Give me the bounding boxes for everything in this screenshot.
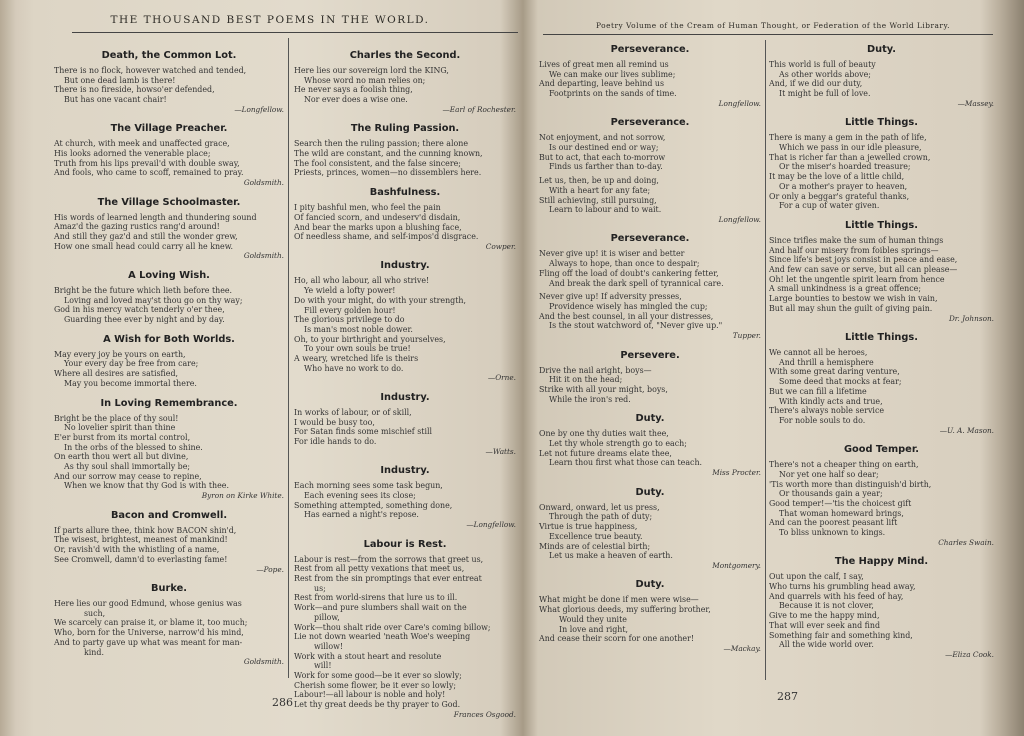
poem-line: His words of learned length and thundering sound [54,212,257,222]
poem-line: Fill every golden hour! [304,305,396,315]
poem-line: Nor ever does a wise one. [304,95,408,105]
poem-line: There is many a gem in the path of life, [769,133,927,143]
poem [769,220,994,323]
poem-line: Finds us farther than to-day. [549,162,663,172]
poem-line: Bright be the place of thy soul! [54,413,179,423]
poem-title: Persevere. [620,349,680,361]
poem-line: For idle hands to do. [294,437,377,447]
poem-line: If parts allure thee, think how BACON shin'd, [54,525,237,535]
poem [769,444,994,547]
poem-title: The Village Schoolmaster. [97,196,241,208]
poem-column-left [54,50,284,690]
poem-attribution: Frances Osgood. [453,709,516,719]
poem-line: Onward, onward, let us press, [539,502,660,512]
poem-line: Or the miser's hoarded treasure; [779,162,911,172]
poem-attribution: —Earl of Rochester. [442,104,516,114]
poem-line: kind. [84,647,104,657]
poem-title: Bacon and Cromwell. [110,509,228,521]
poem-line: Providence wisely has mingled the cup; [549,301,708,311]
poem-title: Death, the Common Lot. [101,50,237,61]
poem-line: Your every day be free from care; [64,359,199,369]
poem-line: God in his mercy watch tenderly o'er thee, [54,305,225,315]
poem-attribution: Cowper. [485,241,516,251]
poem-line: Through the path of duty; [549,512,653,522]
poem-line: Of fancied scorn, and undeserv'd disdain, [294,212,461,222]
poem-line: Or only a beggar's grateful thanks, [769,191,910,201]
poem-line: Out upon the calf, I say, [769,572,864,582]
poem-line: Footprints on the sands of time. [549,89,677,99]
poem-line: See Cromwell, damn'd to everlasting fame! [54,554,228,564]
poem-line: To your own souls be true! [304,344,411,354]
poem-line: But one dead lamb is there! [64,75,176,85]
poem-line: Is the stout watchword of, "Never give up." [549,321,723,331]
poem-line: Some deed that mocks at fear; [779,377,902,387]
poem-attribution: Goldsmith. [243,657,284,667]
poem-line: Loving and loved may'st thou go on thy way; [64,295,243,305]
poem-line: Give to me the happy mind, [769,611,880,621]
poem-line: The fool consistent, and the false sincere; [294,158,461,168]
poem [769,556,994,659]
poem [54,583,284,667]
poem-line: Let us make a heaven of earth. [549,551,673,561]
poem-line: Rest from the sin promptings that ever entreat [294,574,482,583]
poem-line: That is richer far than a jewelled crown, [769,152,931,162]
poem-line: But to act, that each to-morrow [539,152,666,162]
poem-title: A Loving Wish. [128,269,210,281]
running-header: THE THOUSAND BEST POEMS IN THE WORLD. [110,14,430,26]
poem-line: Since life's best joys consist in peace and ease, [769,255,958,265]
poem [539,117,761,224]
poem-line: And cease their scorn for one another! [539,634,695,644]
poem-line: Search then the ruling passion; there alone [294,139,469,149]
poem-line: For Satan finds some mischief still [294,427,433,437]
poem-attribution: Longfellow. [718,214,761,224]
poem-attribution: —Mackay. [723,643,761,653]
column-rule [765,40,766,680]
poem-title: Charles the Second. [349,50,461,61]
page-number: 286 [272,696,293,709]
poem-line: Let thy whole strength go to each; [549,439,687,449]
poem [54,334,284,389]
poem-title: Perseverance. [610,233,690,245]
page-number: 287 [777,690,798,703]
poem-attribution: Goldsmith. [243,178,284,188]
poem-line: Labour!—all labour is noble and holy! [294,690,446,700]
poem-line: I pity bashful men, who feel the pain [294,203,441,213]
poem-line: The wisest, brightest, meanest of mankind! [54,535,228,545]
poem-line: Excellence true beauty. [549,531,643,541]
poem-title: Industry. [380,391,430,403]
poem-attribution: Charles Swain. [938,537,994,547]
poem-line: But has one vacant chair! [64,95,167,105]
poem-line: Oh! let the ungentle spirit learn from hence [769,274,945,284]
poem-line: Large bounties to bestow we wish in vain, [769,294,938,304]
poem-line: Rest from world-sirens that lure us to ill. [294,593,458,603]
poem-line: It might be full of love. [779,89,871,99]
poem-line: And can the poorest peasant lift [769,518,898,528]
poem-title: Duty. [867,44,896,55]
poem-line: And our sorrow may cease to repine, [54,471,202,481]
poem-line: Never give up! it is wiser and better [539,249,685,259]
poem-line: us; [314,583,326,593]
poem-line: And quarrels with his feed of hay, [769,591,904,601]
poem-line: That woman homeward brings, [779,508,904,518]
poem-line: For a cup of water given. [779,201,880,211]
poem-attribution: Montgomery. [712,560,761,570]
poem-line: There is no flock, however watched and tended, [54,66,247,75]
poem-line: With some great daring venture, [769,367,900,377]
poem-line: Never give up! If adversity presses, [539,292,682,302]
poem-line: This world is full of beauty [769,60,876,69]
poem-line: Good temper!—'tis the choicest gift [769,499,912,508]
poem-line: Here lies our good Edmund, whose genius was [54,599,242,608]
poem-line: Each evening sees its close; [304,490,416,500]
poem-line: When we know that thy God is with thee. [64,481,229,491]
poem-title: Labour is Rest. [363,538,447,550]
poem-line: And to party gave up what was meant for man- [54,637,243,647]
poem-attribution: Dr. Johnson. [948,313,994,323]
poem [294,539,516,720]
poem [294,465,516,529]
poem-line: willow! [314,641,344,651]
poem-line: Ho, all who labour, all who strive! [294,276,430,286]
poem-line: With kindly acts and true, [779,396,883,406]
poem-line: Work with a stout heart and resolute [294,651,442,661]
right-page [525,0,1024,736]
poem-line: Is man's most noble dower. [304,324,413,334]
poem-line: such, [84,608,106,618]
poem [539,413,761,477]
poem-title: Duty. [635,579,665,591]
header-rule [72,32,518,33]
poem-line: Who have no work to do. [304,363,404,373]
poem [54,50,284,114]
poem-attribution: —Eliza Cook. [945,649,994,659]
poem-line: Each morning sees some task begun, [294,481,443,491]
poem-line: Cherish some flower, be it ever so lowly; [294,680,457,690]
poem-line: With a heart for any fate; [549,185,651,195]
poem-line: May every joy be yours on earth, [54,349,186,359]
poem-line: Has earned a night's repose. [304,510,419,520]
poem-line: Let not future dreams elate thee, [539,448,672,458]
poem-line: That will ever seek and find [769,620,881,630]
poem-attribution: —Orne. [487,373,516,383]
poem-line: A small unkindness is a great offence; [769,284,921,294]
poem-line: Something fair and something kind, [769,630,913,640]
poem-line: Is our destined end or way; [549,143,659,153]
poem-line: Let thy great deeds be thy prayer to God. [294,700,461,710]
poem-line: Of needless shame, and self-impos'd disgrace. [294,232,479,242]
poem-line: Work for some good—be it ever so slowly; [294,671,462,681]
poem-line: To bliss unknown to kings. [779,528,886,538]
poem-title: A Wish for Both Worlds. [103,333,235,345]
poem-line: As thy soul shall immortally be; [64,462,191,472]
poem-line: Not enjoyment, and not sorrow, [539,133,666,143]
poem-attribution: Miss Procter. [712,468,761,478]
poem-line: What might be done if men were wise— [539,595,699,605]
poem-line: Truth from his lips prevail'd with double sway, [54,158,240,168]
poem-line: pillow, [314,612,340,622]
poem [54,398,284,501]
poem-line: Which we pass in our idle pleasure, [779,143,922,153]
poem-line: Nor yet one half so dear; [779,469,879,479]
poem-line: There's always noble service [769,406,885,416]
header-rule [543,34,993,35]
poem-line: We scarcely can praise it, or blame it, too much; [54,618,248,628]
poem-title: Duty. [635,413,665,425]
poem [539,233,761,340]
poem-line: One by one thy duties wait thee, [539,429,669,439]
poem-attribution: —Longfellow. [466,520,516,530]
poem-line: And fools, who came to scoff, remained to pray. [54,168,244,178]
poem [769,117,994,211]
poem-title: Bashfulness. [369,187,441,199]
poem-line: Strike with all your might, boys, [539,384,668,394]
poem-attribution: Tupper. [732,331,761,341]
poem-line: Who turns his grumbling head away, [769,582,916,592]
poem-line: What glorious deeds, my suffering brother, [539,605,711,615]
poem-line: And still they gaz'd and still the wonder grew, [54,232,238,242]
poem-line: Hit it on the head; [549,375,623,385]
poem [294,392,516,456]
poem-line: Because it is not clover, [779,601,874,611]
poem-line: The glorious privilege to do [294,315,405,325]
poem-line: In love and right, [559,624,629,634]
poem-title: Industry. [380,465,430,477]
poem-attribution: Longfellow. [718,98,761,108]
poem [54,510,284,574]
poem-title: Duty. [635,486,665,498]
poem-line: Since trifles make the sum of human things [769,235,944,245]
poem-line: The wild are constant, and the cunning known, [294,149,483,159]
poem-title: Little Things. [845,117,918,129]
poem [769,44,994,108]
poem [539,579,761,653]
poem-line: Here lies our sovereign lord the KING, [294,66,449,75]
poem-line: A weary, wretched life is theirs [294,354,419,364]
poem-attribution: —Watts. [485,446,516,456]
poem-line: Virtue is true happiness, [539,522,638,532]
poem-column-right [769,44,994,694]
poem [539,350,761,405]
poem [539,44,761,108]
poem-line: Fling off the load of doubt's cankering fetter, [539,268,719,278]
poem-line: will! [314,661,332,671]
poem-line: There's not a cheaper thing on earth, [769,460,919,470]
poem-line: Do with your might, do with your strength, [294,295,466,305]
poem-line: Oh, to your birthright and yourselves, [294,334,446,344]
poem-line: And departing, leave behind us [539,79,665,89]
poem-line: Lie not down wearied 'neath Woe's weeping [294,632,471,642]
poem-line: May you become immortal there. [64,378,197,388]
poem-line: As other worlds above; [779,69,871,79]
poem-line: Rest from all petty vexations that meet us, [294,564,465,574]
poem-line: Or, ravish'd with the whistling of a name, [54,545,220,555]
poem-title: The Village Preacher. [110,123,228,135]
poem-line: We cannot all be heroes, [769,348,868,358]
poem-line: How one small head could carry all he knew. [54,241,234,251]
poem [294,260,516,383]
poem [294,50,516,114]
poem-column-left [539,44,761,694]
poem-title: Burke. [151,583,187,594]
poem-line: Lives of great men all remind us [539,60,669,69]
poem-line: Learn thou first what those can teach. [549,458,703,468]
poem-line: And break the dark spell of tyrannical care. [549,278,724,288]
poem [539,487,761,571]
poem-title: Little Things. [845,332,918,344]
poem-line: Still achieving, still pursuing, [539,195,657,205]
poem-line: No lovelier spirit than thine [64,423,176,433]
poem-line: In the orbs of the blessed to shine. [64,442,203,452]
poem-line: Or thousands gain a year; [779,489,883,499]
poem-line: Work—thou shalt ride over Care's coming billow; [294,622,491,632]
poem-line: Whose word no man relies on; [304,75,426,85]
poem-title: Perseverance. [610,117,690,129]
poem [54,197,284,261]
poem-line: It may be the love of a little child, [769,172,905,182]
poem-line: 'Tis worth more than distinguish'd birth, [769,479,932,489]
poem-line: And thrill a hemisphere [779,357,874,367]
poem [294,187,516,251]
poem-title: Perseverance. [610,44,690,55]
poem-line: Something attempted, something done, [294,500,453,510]
poem-line: And, if we did our duty, [769,79,863,89]
poem-title: Good Temper. [844,444,919,456]
poem-line: He never says a foolish thing, [294,85,413,95]
poem-attribution: —U. A. Mason. [939,425,994,435]
poem-line: And half our misery from foibles springs— [769,245,939,255]
poem-title: The Happy Mind. [834,556,929,568]
poem-line: I would be busy too, [294,417,375,427]
column-rule [288,38,289,678]
poem-line: Who, born for the Universe, narrow'd his mind, [54,628,244,638]
poem-line: Would they unite [559,614,627,624]
poem-title: The Ruling Passion. [350,123,460,135]
poem-line: All the wide world over. [779,640,874,650]
poem-line: Let us, then, be up and doing, [539,176,659,186]
poem-line: And the best counsel, in all your distresses, [539,311,714,321]
poem-line: Amaz'd the gazing rustics rang'd around! [54,222,220,232]
poem-line: We can make our lives sublime; [549,69,676,79]
poem-line: But we can fill a lifetime [769,386,867,396]
poem-line: His looks adorned the venerable place; [54,149,211,159]
poem [54,123,284,187]
poem-attribution: —Massey. [957,98,994,108]
poem-line: On earth thou wert all but divine, [54,452,189,462]
poem-line: And bear the marks upon a blushing face, [294,222,462,232]
poem-line: Work—and pure slumbers shall wait on the [294,603,467,613]
poem-attribution: Byron on Kirke White. [201,491,284,501]
poem-line: Or a mother's prayer to heaven, [779,181,908,191]
poem-line: Labour is rest—from the sorrows that greet us, [294,554,484,564]
poem-line: Always to hope, than once to despair; [549,259,700,269]
poem [294,123,516,178]
poem-attribution: Goldsmith. [243,251,284,261]
poem-line: Drive the nail aright, boys— [539,365,652,375]
poem-line: And few can save or serve, but all can please— [769,265,958,275]
poem-line: There is no fireside, howso'er defended, [54,85,215,95]
poem-line: Learn to labour and to wait. [549,205,662,215]
poem-line: At church, with meek and unaffected grace, [54,139,230,149]
poem-line: Guarding thee ever by night and by day. [64,315,225,325]
poem-title: Industry. [380,260,430,272]
poem-line: In works of labour, or of skill, [294,407,412,417]
poem-line: Priests, princes, women—no dissemblers here. [294,168,482,178]
poem-title: Little Things. [845,219,918,231]
poem-line: Where all desires are satisfied, [54,369,179,379]
poem-line: Minds are of celestial birth; [539,541,651,551]
poem-line: Bright be the future which lieth before thee. [54,285,233,295]
poem-line: Ye wield a lofty power! [304,286,396,296]
poem-attribution: —Longfellow. [234,104,284,114]
poem [54,270,284,325]
poem-line: E'er burst from its mortal control, [54,432,191,442]
poem-line: While the iron's red. [549,394,631,404]
poem-column-right [294,50,516,719]
running-header: Poetry Volume of the Cream of Human Thought, or Federation of the World Library. [595,21,950,30]
poem-title: In Loving Remembrance. [100,397,238,409]
poem-attribution: —Pope. [256,564,284,574]
poem-line: But all may shun the guilt of giving pain. [769,303,933,313]
poem-line: For noble souls to do. [779,415,866,425]
poem [769,332,994,435]
